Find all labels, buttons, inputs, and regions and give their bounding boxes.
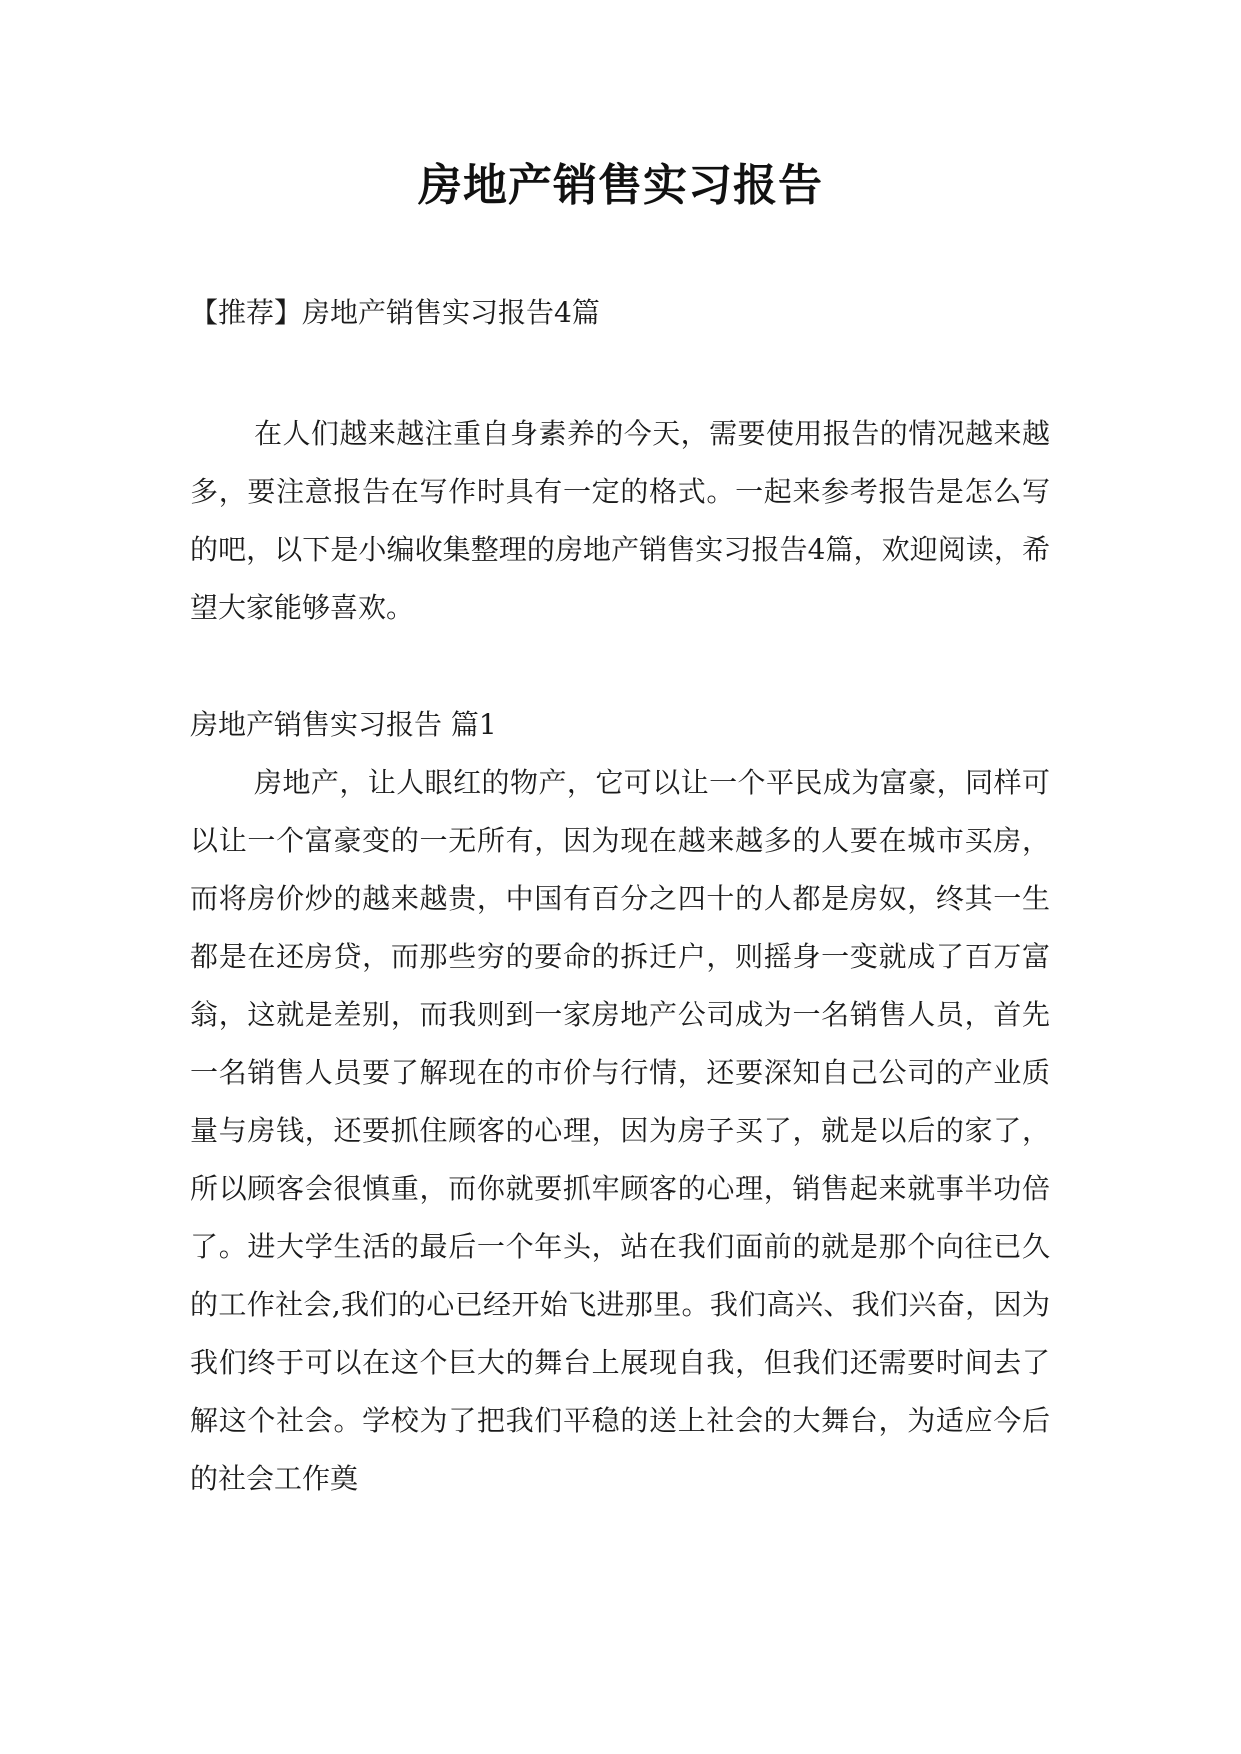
document-title: 房地产销售实习报告 [418,160,823,211]
intro-paragraph: 在人们越来越注重自身素养的今天，需要使用报告的情况越来越多，要注意报告在写作时具有一定的格式。一起来参考报告是怎么写的吧，以下是小编收集整理的房地产销售实习报告4篇，欢迎阅读，希望大家能够喜欢。 [190,417,1050,624]
section-paragraph: 房地产，让人眼红的物产，它可以让一个平民成为富豪，同样可以让一个富豪变的一无所有，因为现在越来越多的人要在城市买房，而将房价炒的越来越贵，中国有百分之四十的人都是房奴，终其一生都是在还房贷，而那些穷的要命的拆迁户，则摇身一变就成了百万富翁，这就是差别，而我则到一家房地产公司成为一名销售人员，首先一名销售人员要了解现在的市价与行情，还要深知自己公司的产业质量与房钱，还要抓住顾客的心理，因为房子买了，就是以后的家了，所以顾客会很慎重，而你就要抓牢顾客的心理，销售起来就事半功倍了。进大学生活的最后一个年头，站在我们面前的就是那个向往已久的工作社会,我们的心已经开始飞进那里。我们高兴、我们兴奋，因为我们终于可以在这个巨大的舞台上展现自我，但我们还需要时间去了解这个社会。学校为了把我们平稳的送上社会的大舞台，为适应今后的社会工作奠 [190,766,1050,1495]
recommend-line: 【推荐】房地产销售实习报告4篇 [190,296,600,329]
section-heading: 房地产销售实习报告 篇1 [190,708,497,741]
